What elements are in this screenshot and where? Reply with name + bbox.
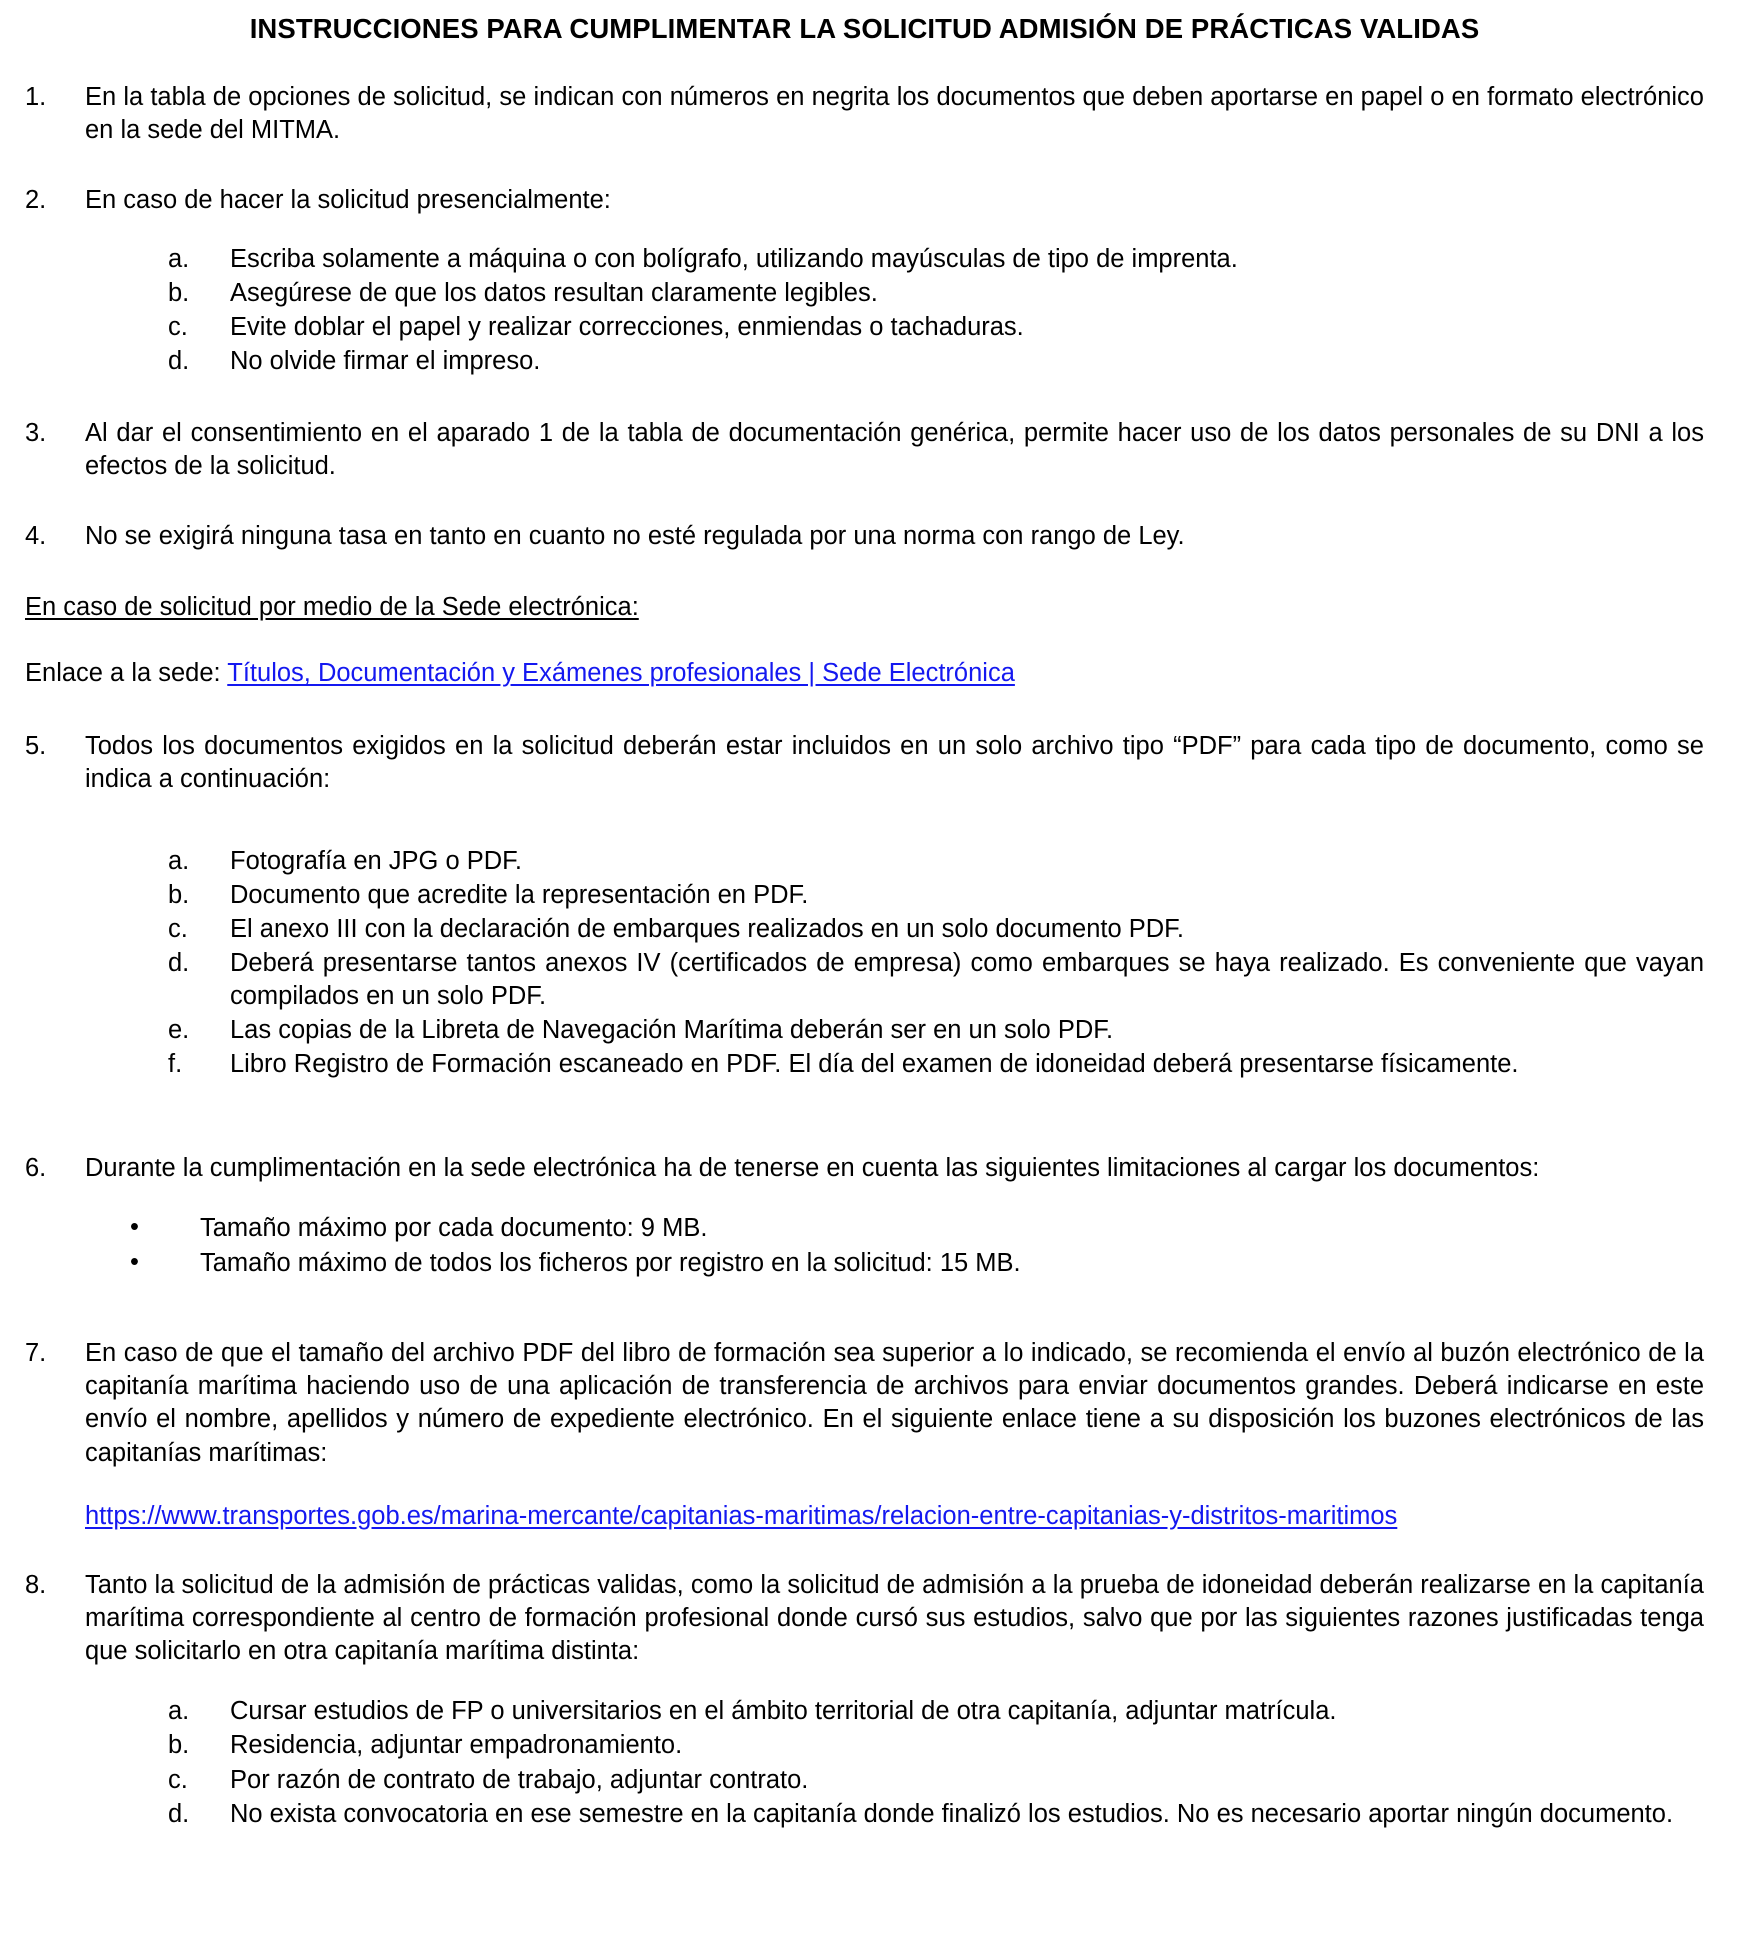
list-marker-5: 5. [25,732,47,761]
list-item-7-text: En caso de que el tamaño del archivo PDF del libro de formación sea superior a lo indicado, se recomienda el envío al buzón electrónico de la capitanía marítima haciendo uso de una aplicación de transferencia de archivos para enviar documentos grandes. Deberá indicarse en este envío el nombre, apellidos y número de expediente electrónico. En el siguiente enlace tiene a su disposición los buzones electrónicos de las capitanías marítimas: [85,1339,1704,1467]
bullet-marker: • [130,1247,139,1276]
sublist-item [25,913,1704,946]
sublist-marker: d. [168,1799,190,1828]
sublist-item-text: Libro Registro de Formación escaneado en PDF. El día del examen de idoneidad deberá presentarse físicamente. [230,1050,1519,1079]
list-item-1-text: En la tabla de opciones de solicitud, se indican con números en negrita los documentos que deben aportarse en papel o en formato electrónico en la sede del MITMA. [85,82,1704,144]
list-marker-4: 4. [25,521,47,550]
sublist-item [25,243,1704,276]
list-marker-3: 3. [25,418,47,447]
list-marker-6: 6. [25,1153,47,1182]
list-marker-8: 8. [25,1570,47,1599]
sublist-marker: b. [168,880,190,909]
sublist-item-text: Documento que acredite la representación en PDF. [230,880,809,909]
capitanias-url-line [25,1500,1704,1533]
list-item-1 [25,81,1704,147]
sublist-item [25,947,1704,1013]
list-item-2 [25,184,1704,217]
list-item-5-text: Todos los documentos exigidos en la solicitud deberán estar incluidos en un solo archivo tipo “PDF” para cada tipo de documento, como se indica a continuación: [85,732,1704,794]
sublist-marker: d. [168,347,190,376]
bulletlist-6 [25,1211,1704,1281]
sublist-marker: b. [168,279,190,308]
sublist-item [25,277,1704,310]
sublist-marker: d. [168,949,190,978]
list-item-2-text: En caso de hacer la solicitud presencialmente: [85,185,611,214]
sublist-item-text: Escriba solamente a máquina o con bolígrafo, utilizando mayúsculas de tipo de imprenta. [230,245,1238,274]
sublist-item [25,1764,1704,1797]
list-item-8-text: Tanto la solicitud de la admisión de prácticas validas, como la solicitud de admisión a la prueba de idoneidad deberán realizarse en la capitanía marítima correspondiente al centro de formación profesional donde cursó sus estudios, salvo que por las siguientes razones justificadas tenga que solicitarlo en otra capitanía marítima distinta: [85,1570,1704,1666]
sublist-item-text: Deberá presentarse tantos anexos IV (certificados de empresa) como embarques se haya realizado. Es conveniente que vayan compilados en un solo PDF. [230,949,1704,1011]
list-item-4 [25,520,1704,553]
sublist-marker: b. [168,1731,190,1760]
sublist-item-text: No exista convocatoria en ese semestre en la capitanía donde finalizó los estudios. No es necesario aportar ningún documento. [230,1799,1674,1828]
sublist-item-text: Residencia, adjuntar empadronamiento. [230,1731,683,1760]
list-item-3-text: Al dar el consentimiento en el aparado 1 de la tabla de documentación genérica, permite hacer uso de los datos personales de su DNI a los efectos de la solicitud. [85,418,1704,480]
list-item-4-text: No se exigirá ninguna tasa en tanto en cuanto no esté regulada por una norma con rango de Ley. [85,521,1185,550]
list-marker-7: 7. [25,1339,47,1368]
sublist-item [25,345,1704,378]
sublist-item-text: Por razón de contrato de trabajo, adjuntar contrato. [230,1765,809,1794]
sede-heading: En caso de solicitud por medio de la Sede electrónica: [25,593,639,622]
sublist-item [25,1048,1704,1081]
sede-link-prefix: Enlace a la sede: [25,659,228,688]
sublist-5 [25,845,1704,1082]
bullet-item [25,1246,1704,1281]
sublist-marker: e. [168,1016,190,1045]
list-marker-2: 2. [25,185,47,214]
page-title: INSTRUCCIONES PARA CUMPLIMENTAR LA SOLICITUD ADMISIÓN DE PRÁCTICAS VALIDAS [249,13,1480,44]
bullet-marker: • [130,1212,139,1241]
sublist-marker: a. [168,1697,190,1726]
sublist-item [25,1729,1704,1762]
list-item-5 [25,730,1704,796]
sublist-item [25,845,1704,878]
sublist-item-text: Las copias de la Libreta de Navegación Marítima deberán ser en un solo PDF. [230,1016,1114,1045]
sublist-marker: c. [168,1765,188,1794]
sublist-item [25,1695,1704,1728]
sublist-item-text: Evite doblar el papel y realizar correcciones, enmiendas o tachaduras. [230,313,1024,342]
sublist-marker: f. [168,1050,183,1079]
list-item-6 [25,1152,1704,1185]
capitanias-url-link[interactable]: https://www.transportes.gob.es/marina-mercante/capitanias-maritimas/relacion-entre-capitanias-y-distritos-maritimos [85,1501,1398,1530]
sublist-marker: c. [168,914,188,943]
list-item-6-text: Durante la cumplimentación en la sede electrónica ha de tenerse en cuenta las siguientes limitaciones al cargar los documentos: [85,1153,1540,1182]
bullet-item [25,1211,1704,1246]
sublist-2 [25,243,1704,379]
sublist-marker: a. [168,846,190,875]
list-item-3 [25,417,1704,483]
sede-heading-paragraph [25,591,1704,624]
sublist-item-text: No olvide firmar el impreso. [230,347,541,376]
sublist-item-text: Asegúrese de que los datos resultan claramente legibles. [230,279,878,308]
sede-electronica-link[interactable]: Títulos, Documentación y Exámenes profesionales | Sede Electrónica [227,659,1015,688]
sublist-item-text: El anexo III con la declaración de embarques realizados en un solo documento PDF. [230,914,1184,943]
sublist-item [25,311,1704,344]
list-marker-1: 1. [25,82,47,111]
document-page [0,13,1737,1948]
bullet-item-text: Tamaño máximo de todos los ficheros por registro en la solicitud: 15 MB. [200,1248,1021,1277]
sublist-item-text: Fotografía en JPG o PDF. [230,846,522,875]
sublist-item [25,1014,1704,1047]
sede-link-paragraph [25,657,1704,690]
sublist-marker: c. [168,313,188,342]
sublist-item [25,1798,1704,1831]
sublist-item [25,879,1704,912]
sublist-item-text: Cursar estudios de FP o universitarios en el ámbito territorial de otra capitanía, adjuntar matrícula. [230,1697,1337,1726]
list-item-7 [25,1337,1704,1470]
list-item-8 [25,1569,1704,1668]
bullet-item-text: Tamaño máximo por cada documento: 9 MB. [200,1213,708,1242]
sublist-marker: a. [168,245,190,274]
sublist-8 [25,1695,1704,1831]
